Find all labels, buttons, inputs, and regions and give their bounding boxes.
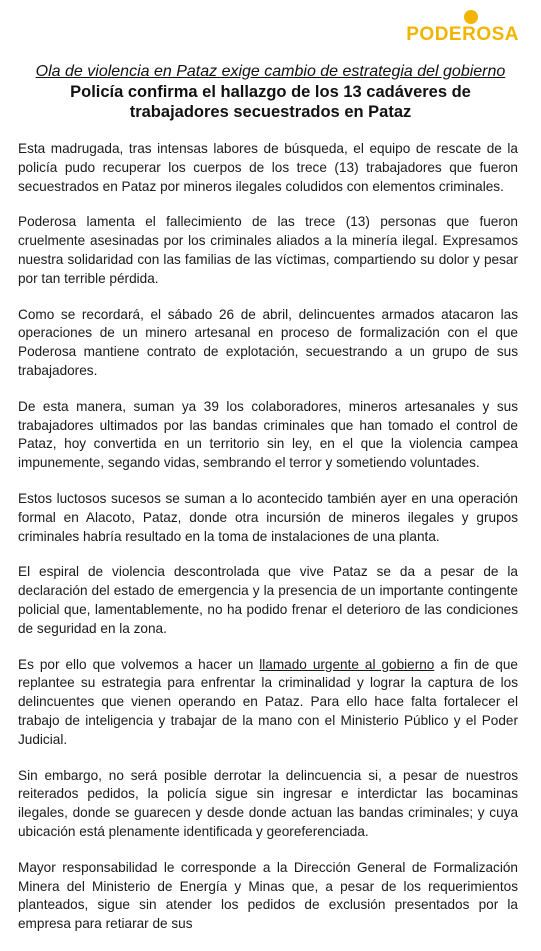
paragraph-5: Estos luctosos sucesos se suman a lo acontecido también ayer en una operación formal en Alacoto, Pataz, donde otra incursión de mineros ilegales y grupos criminales habría resultado en la toma de instalaciones de una planta. xyxy=(18,490,518,544)
paragraph-4: De esta manera, suman ya 39 los colaboradores, mineros artesanales y sus trabajadores ultimados por las bandas criminales que han tomado el control de Pataz, hoy convertida en un territorio sin ley, en el que la violencia campea impunemente, segando vidas, sembrando el terror y sometiendo voluntades. xyxy=(18,398,518,471)
paragraph-6: El espiral de violencia descontrolada que vive Pataz se da a pesar de la declaración del estado de emergencia y la presencia de un importante contingente policial que, lamentablemente, no ha podido frenar el deterioro de las condiciones de seguridad en la zona. xyxy=(18,564,518,636)
urgent-call-emphasis: llamado urgente al gobierno xyxy=(259,656,435,672)
article-body xyxy=(18,140,518,951)
paragraph-7-start: Es por ello que volvemos a hacer un xyxy=(18,656,260,672)
headline-title: Policía confirma el hallazgo de los 13 cadáveres de trabajadores secuestrados en Pataz xyxy=(70,83,471,121)
poderosa-logo xyxy=(389,10,519,46)
headline-kicker: Ola de violencia en Pataz exige cambio de estrategia del gobierno xyxy=(35,63,506,80)
paragraph-3: Como se recordará, el sábado 26 de abril, delincuentes armados atacaron las operaciones de un minero artesanal en proceso de formalización con el que Poderosa mantiene contrato de explotación, secuestrando a un grupo de sus trabajadores. xyxy=(18,306,518,378)
paragraph-9: Mayor responsabilidad le corresponde a la Dirección General de Formalización Minera del Ministerio de Energía y Minas que, a pesar de los requerimientos planteados, sigue sin atender los pedidos de exclusión presentados por la empresa para retiarar de sus xyxy=(18,859,518,932)
logo-mark-icon xyxy=(464,10,478,24)
paragraph-7-end: a fin de que replantee su estrategia para enfrentar la criminalidad y lograr la captura de los delincuentes que vienen operando en Pataz. Para ello hace falta fortalecer el trabajo de inteligencia y trabajar de la mano con el Ministerio Público y el Poder Judicial. xyxy=(18,656,518,747)
paragraph-2: Poderosa lamenta el fallecimiento de las trece (13) personas que fueron cruelmente asesinadas por los criminales aliados a la minería ilegal. Expresamos nuestra solidaridad con las familias de las víctimas, compartiendo su dolor y pesar por tan terrible pérdida. xyxy=(18,214,518,286)
paragraph-8: Sin embargo, no será posible derrotar la delincuencia si, a pesar de nuestros reiterados pedidos, la policía sigue sin ingresar e interdictar las bocaminas ilegales, donde se guarecen y desde donde actuan las bandas criminales; y cuya ubicación está plenamente identificada y georeferenciada. xyxy=(18,767,518,839)
logo-text: PODEROSA xyxy=(406,24,519,45)
paragraph-7 xyxy=(18,656,518,750)
paragraph-1: Esta madrugada, tras intensas labores de búsqueda, el equipo de rescate de la policía pudo recuperar los cuerpos de los trece (13) trabajadores que fueron secuestrados en Pataz por mineros ilegales coludidos con elementos criminales. xyxy=(18,141,518,194)
headline xyxy=(0,62,541,122)
